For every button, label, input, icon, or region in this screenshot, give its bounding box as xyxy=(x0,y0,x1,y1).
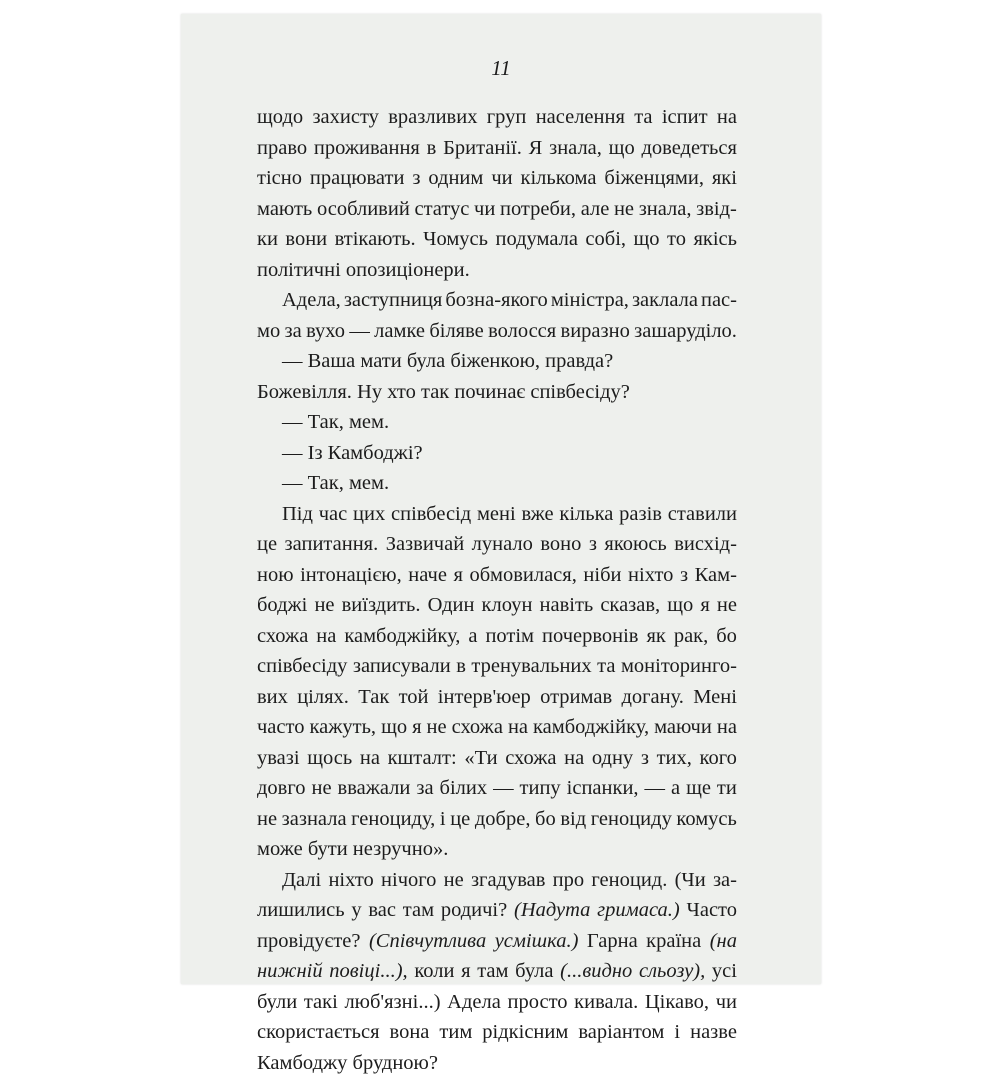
text-line: — Так, мем. xyxy=(257,407,737,438)
text-line: Адела, заступниця бозна-якого міністра, заклала пас- xyxy=(257,285,737,316)
text-line: політичні опозиціонери. xyxy=(257,255,737,286)
text-line: — Із Камбоджі? xyxy=(257,438,737,469)
text-line: Камбоджу брудною? xyxy=(257,1048,737,1078)
text-line: не зазнала геноциду, і це добре, бо від геноциду комусь xyxy=(257,804,737,835)
text-line: співбесіду записували в тренувальних та моніторинго- xyxy=(257,651,737,682)
text-line: щодо захисту вразливих груп населення та іспит на xyxy=(257,102,737,133)
text-line: були такі люб'язні...) Адела просто кивала. Цікаво, чи xyxy=(257,987,737,1018)
text-line: часто кажуть, що я не схожа на камбоджійку, маючи на xyxy=(257,712,737,743)
page-number: 11 xyxy=(181,56,821,81)
text-line: схожа на камбоджійку, а потім почервонів як рак, бо xyxy=(257,621,737,652)
text-line: лишились у вас там родичі? (Надута гримаса.) Часто xyxy=(257,895,737,926)
text-line: Божевілля. Ну хто так починає співбесіду? xyxy=(257,377,737,408)
text-line: — Так, мем. xyxy=(257,468,737,499)
text-line: вих цілях. Так той інтерв'юер отримав догану. Мені xyxy=(257,682,737,713)
text-line: боджі не виїздить. Один клоун навіть сказав, що я не xyxy=(257,590,737,621)
text-line: довго не вважали за білих — типу іспанки, — а ще ти xyxy=(257,773,737,804)
text-line: увазі щось на кшталт: «Ти схожа на одну з тих, кого xyxy=(257,743,737,774)
text-line: Далі ніхто нічого не згадував про геноцид. (Чи за- xyxy=(257,865,737,896)
text-line: мо за вухо — ламке біляве волосся виразно зашаруділо. xyxy=(257,316,737,347)
text-line: мають особливий статус чи потреби, але не знала, звід- xyxy=(257,194,737,225)
text-line: це запитання. Зазвичай лунало воно з якоюсь висхід- xyxy=(257,529,737,560)
text-line: провідуєте? (Співчутлива усмішка.) Гарна країна (на xyxy=(257,926,737,957)
text-line: — Ваша мати була біженкою, правда? xyxy=(257,346,737,377)
text-line: скористається вона тим рідкісним варіантом і назве xyxy=(257,1017,737,1048)
text-line: право проживання в Британії. Я знала, що доведеться xyxy=(257,133,737,164)
text-line: ки вони втікають. Чомусь подумала собі, що то якісь xyxy=(257,224,737,255)
book-page xyxy=(181,14,821,984)
text-line: нижній повіці...), коли я там була (...видно сльозу), усі xyxy=(257,956,737,987)
text-line: може бути незручно». xyxy=(257,834,737,865)
text-line: ною інтонацією, наче я обмовилася, ніби ніхто з Кам- xyxy=(257,560,737,591)
body-text xyxy=(257,102,737,1078)
text-line: тісно працювати з одним чи кількома біженцями, які xyxy=(257,163,737,194)
text-line: Під час цих співбесід мені вже кілька разів ставили xyxy=(257,499,737,530)
